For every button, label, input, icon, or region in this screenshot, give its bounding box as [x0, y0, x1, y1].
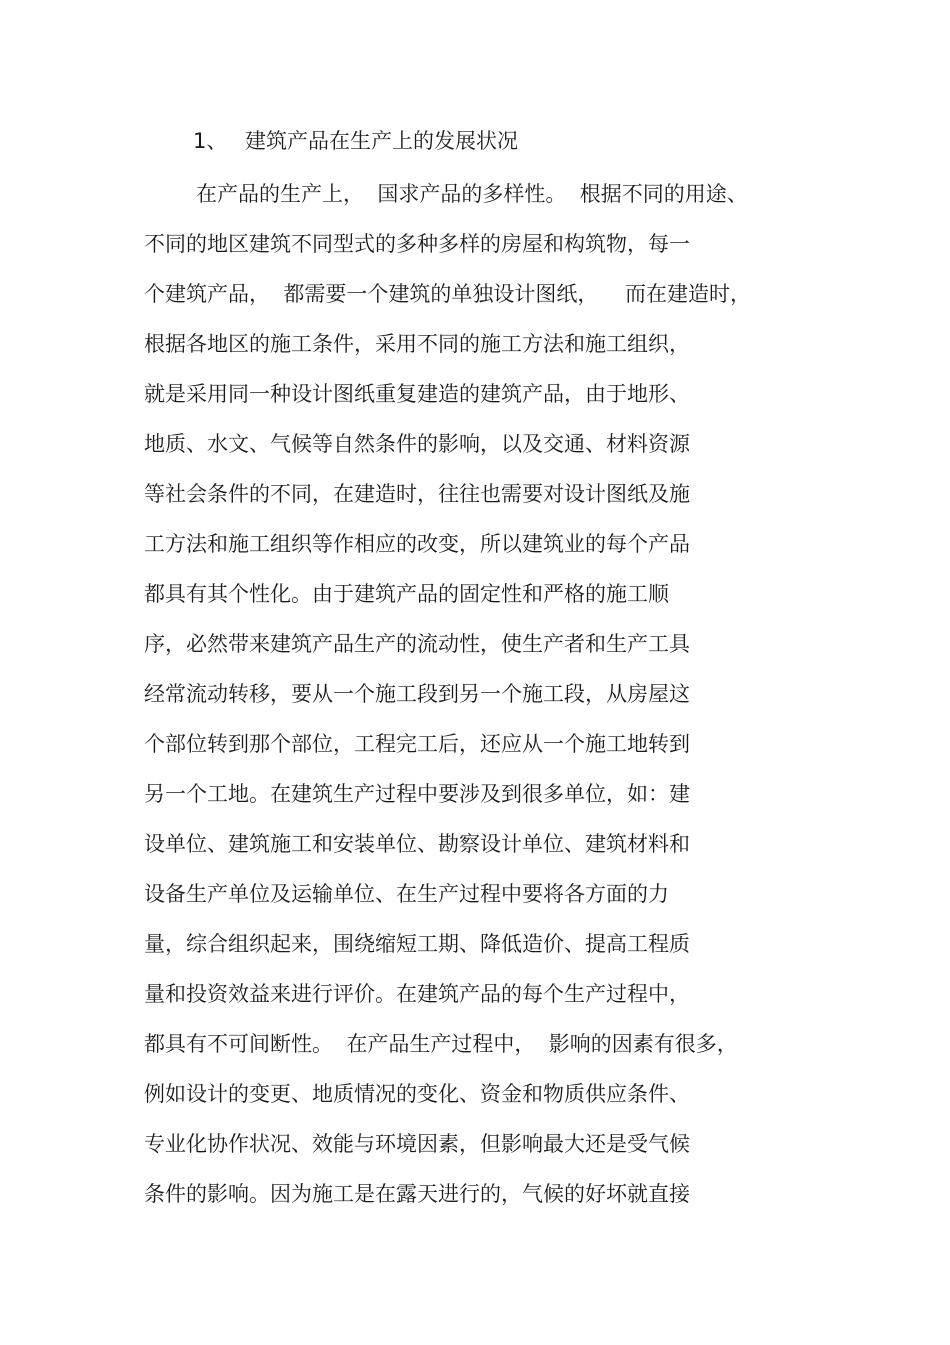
text-line: 条件的影响。因为施工是在露天进行的，气候的好坏就直接	[144, 1182, 690, 1206]
text-line: 在产品的生产上， 国求产品的多样性。 根据不同的用途、	[196, 182, 748, 206]
text-line: 量和投资效益来进行评价。在建筑产品的每个生产过程中，	[144, 982, 690, 1006]
text-line: 例如设计的变更、地质情况的变化、资金和物质供应条件、	[144, 1082, 690, 1106]
text-line: 不同的地区建筑不同型式的多种多样的房屋和构筑物，每一	[144, 232, 690, 256]
text-line: 都具有其个性化。由于建筑产品的固定性和严格的施工顺	[144, 582, 669, 606]
body-paragraph	[144, 175, 804, 1225]
text-line: 设单位、建筑施工和安装单位、勘察设计单位、建筑材料和	[144, 832, 690, 856]
text-line: 另一个工地。在建筑生产过程中要涉及到很多单位，如：建	[144, 782, 690, 806]
section-heading	[193, 125, 518, 157]
text-line: 工方法和施工组织等作相应的改变，所以建筑业的每个产品	[144, 532, 690, 556]
text-line: 地质、水文、气候等自然条件的影响，以及交通、材料资源	[144, 432, 690, 456]
text-line: 个建筑产品， 都需要一个建筑的单独设计图纸， 而在建造时，	[144, 282, 752, 306]
section-number: 1、	[193, 129, 228, 153]
text-line: 专业化协作状况、效能与环境因素，但影响最大还是受气候	[144, 1132, 690, 1156]
text-line: 量，综合组织起来，围绕缩短工期、降低造价、提高工程质	[144, 932, 690, 956]
text-line: 序，必然带来建筑产品生产的流动性，使生产者和生产工具	[144, 632, 690, 656]
text-line: 就是采用同一种设计图纸重复建造的建筑产品，由于地形、	[144, 382, 690, 406]
text-line: 根据各地区的施工条件，采用不同的施工方法和施工组织，	[144, 332, 690, 356]
text-line: 经常流动转移，要从一个施工段到另一个施工段，从房屋这	[144, 682, 690, 706]
text-line: 等社会条件的不同，在建造时，往往也需要对设计图纸及施	[144, 482, 690, 506]
text-line: 个部位转到那个部位，工程完工后，还应从一个施工地转到	[144, 732, 690, 756]
section-title: 建筑产品在生产上的发展状况	[245, 129, 518, 153]
text-line: 都具有不可间断性。 在产品生产过程中， 影响的因素有很多，	[144, 1032, 738, 1056]
text-line: 设备生产单位及运输单位、在生产过程中要将各方面的力	[144, 882, 669, 906]
